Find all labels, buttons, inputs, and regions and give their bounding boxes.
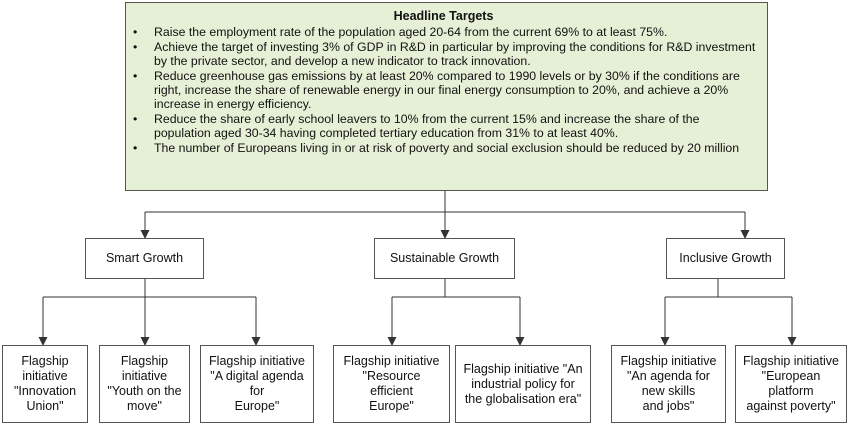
headline-title: Headline Targets [393,9,494,23]
target-text: The number of Europeans living in or at risk of poverty and social exclusion should be reduced by 20 million [154,140,740,155]
flagship-platform-against-poverty: Flagship initiative "European platform against poverty" [735,345,847,423]
target-text: Achieve the target of investing 3% of GDP in R&D in particular by improving the conditions for R&D investment by the private sector, and develop a new indicator to track innovation. [154,39,756,69]
sustainable-growth-box: Sustainable Growth [374,238,515,279]
flagship-digital-agenda: Flagship initiative "A digital agenda for Europe" [200,345,314,423]
bullet-icon: • [133,140,138,155]
flagship-innovation-union: Flagship initiative "Innovation Union" [2,345,88,423]
headline-target-list [130,25,757,155]
target-climate-energy [130,69,757,112]
bullet-icon: • [133,111,138,126]
target-research-development [130,40,757,69]
target-text: Raise the employment rate of the population aged 20-64 from the current 69% to at least 75%. [154,25,668,40]
bullet-icon: • [133,39,138,54]
inclusive-growth-box: Inclusive Growth [666,238,785,279]
target-employment [130,25,757,39]
bullet-icon: • [133,25,138,40]
target-education [130,112,757,141]
target-text: Reduce greenhouse gas emissions by at least 20% compared to 1990 levels or by 30% if the conditions are right, increase the share of renewable energy in our final energy consumption to 20%, and achieve a 20% increase in energy efficiency. [154,68,740,112]
smart-growth-box: Smart Growth [85,238,204,279]
flagship-youth-on-the-move: Flagship initiative "Youth on the move" [99,345,190,423]
flagship-industrial-policy: Flagship initiative "An industrial policy for the globalisation era" [455,345,591,423]
bullet-icon: • [133,68,138,83]
target-poverty [130,141,757,155]
target-text: Reduce the share of early school leavers to 10% from the current 15% and increase the share of the population aged 30-34 having completed tertiary education from 31% to at least 40%. [154,111,700,141]
flagship-new-skills-and-jobs: Flagship initiative "An agenda for new skills and jobs" [611,345,726,423]
headline-targets-box [125,2,768,191]
flagship-resource-efficient-europe: Flagship initiative "Resource efficient Europe" [333,345,450,423]
